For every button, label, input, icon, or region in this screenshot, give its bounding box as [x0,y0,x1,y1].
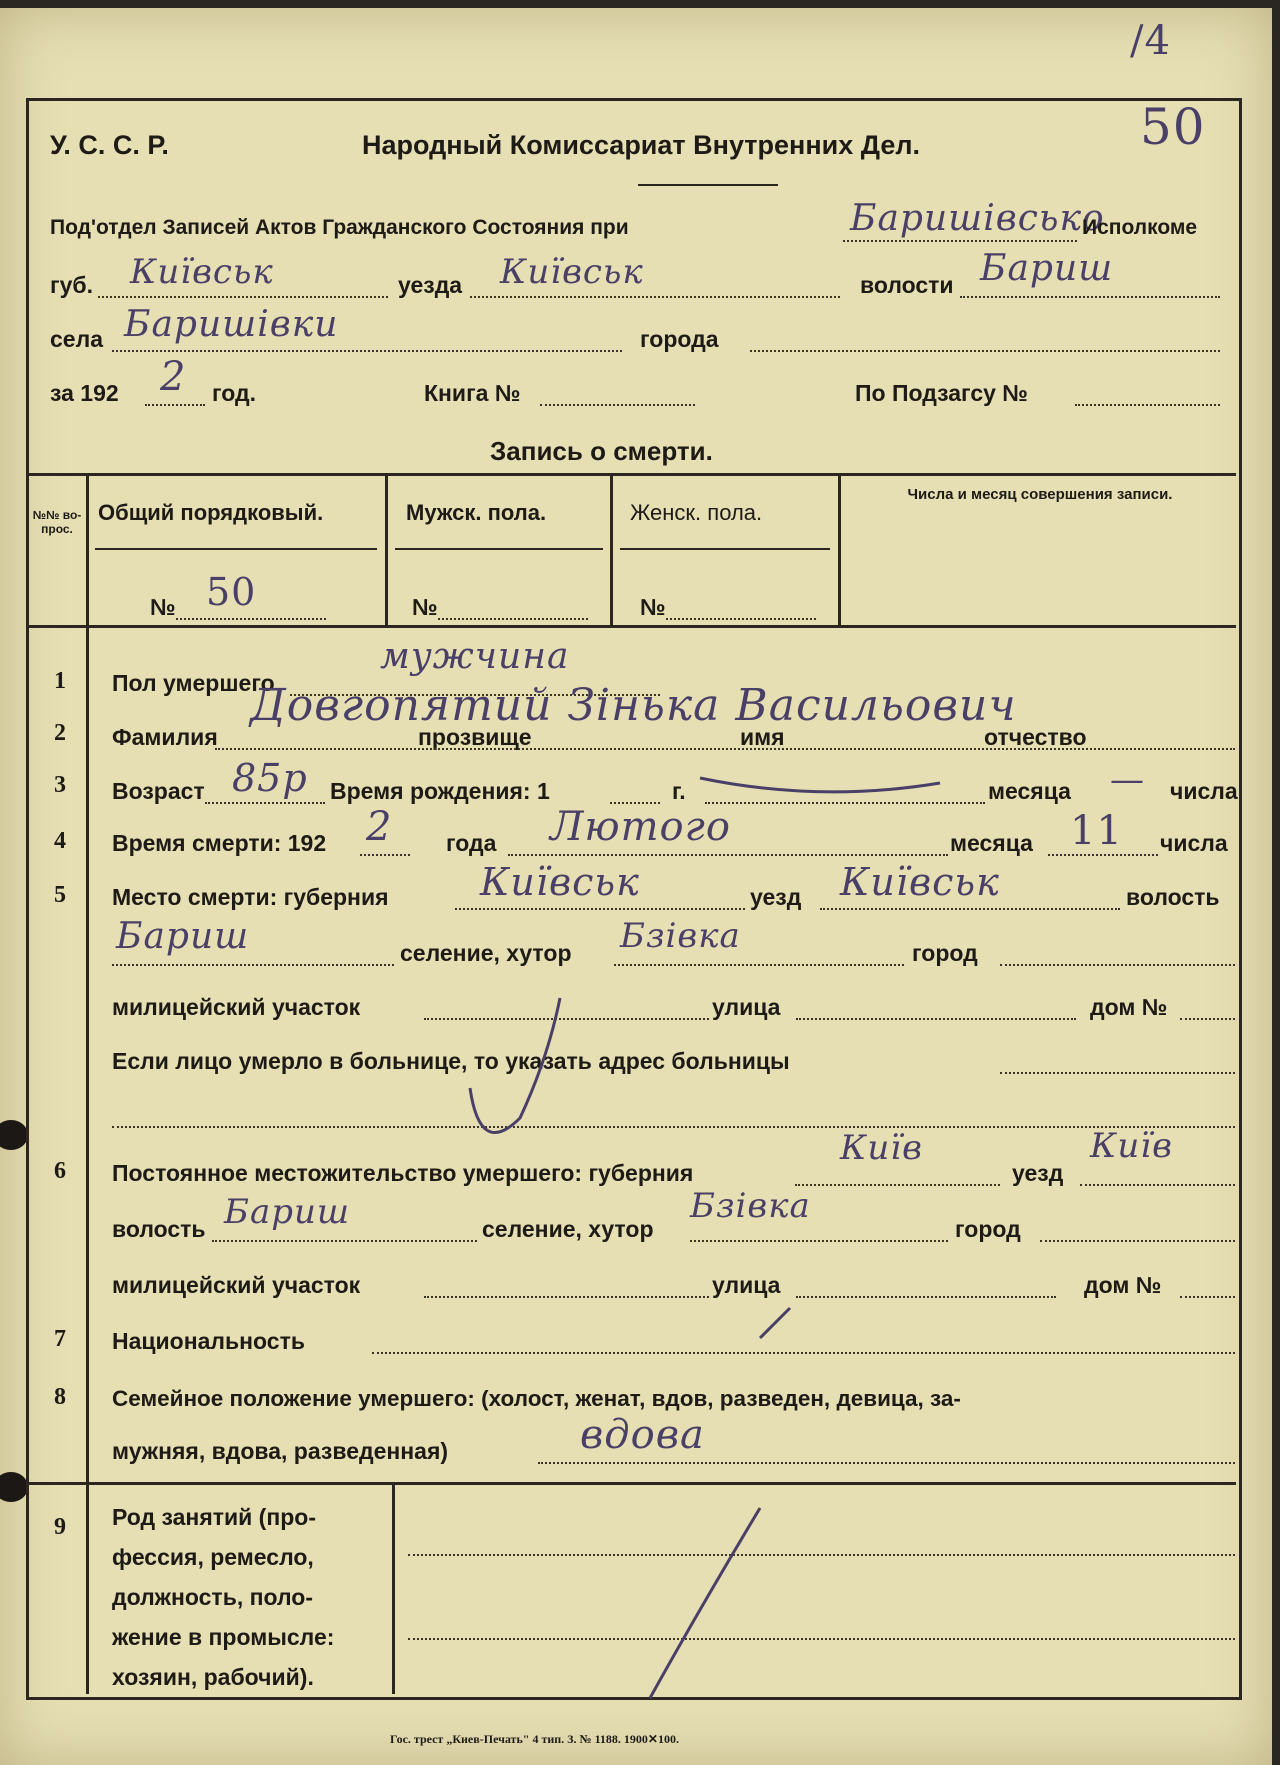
death-village-label: селение, хутор [400,940,572,966]
female-no-label: № [640,594,666,620]
selo-label: села [50,326,103,352]
residence-label: Постоянное местожительство умершего: губерния [112,1160,694,1186]
sex-label: Пол умершего [112,670,275,696]
residence-uezd-label: уезд [1012,1160,1064,1186]
selo-value: Баришівки [124,304,339,345]
volost-value: Бариш [980,248,1114,289]
death-uezd-label: уезд [750,884,802,910]
death-village-value: Бзівка [620,916,741,956]
ispolkom-label: Исполкоме [1082,216,1198,239]
death-volost-label: волость [1126,884,1220,910]
page-number-handwritten: 50 [1140,98,1206,156]
residence-village-label: селение, хутор [482,1216,654,1242]
row-number: 7 [54,1326,66,1352]
year-label: за 192 [50,380,119,406]
death-day-value: 11 [1070,808,1123,854]
row-number: 8 [54,1384,66,1410]
occupation-label-2: фессия, ремесло, [112,1544,314,1570]
residence-street-label: улица [712,1272,781,1298]
death-day-label: числа [1160,830,1228,856]
row-number: 2 [54,720,66,746]
row-number: 5 [54,882,66,908]
row-number: 6 [54,1158,66,1184]
col-general-header: Общий порядковый. [98,500,324,525]
male-no-label: № [412,594,438,620]
sex-value: мужчина [380,636,570,677]
strike-marks [0,8,1272,1765]
col-date-header: Числа и месяц совершения записи. [907,486,1173,503]
marital-label: Семейное положение умершего: (холост, женат, вдов, разведен, девица, за- [112,1386,961,1411]
residence-police-label: милицейский участок [112,1272,361,1298]
full-name-value: Довгопятий Зінька Васильович [250,680,1017,731]
birth-day-value: — [1110,760,1145,800]
year-value: 2 [160,354,187,400]
age-value: 85р [232,756,308,800]
uezd-label: уезда [398,272,463,298]
death-street-label: улица [712,994,781,1020]
birth-year-suffix: г. [672,778,686,804]
marital-label-2: мужняя, вдова, разведенная) [112,1438,449,1464]
row-number: 1 [54,668,66,694]
death-police-label: милицейский участок [112,994,361,1020]
surname-label: Фамилия [112,724,218,750]
residence-village-value: Бзівка [690,1186,811,1226]
row-number: 3 [54,772,66,798]
age-label: Возраст [112,778,205,804]
general-no-label: № [150,594,176,620]
death-house-label: дом № [1090,994,1168,1020]
row-number: 4 [54,828,66,854]
occupation-label-3: должность, поло- [112,1584,313,1610]
col-female-header: Женск. пола. [630,500,763,525]
corner-mark: /4 [1130,18,1171,64]
residence-gub-value: Київ [840,1128,923,1168]
marital-value: вдова [580,1412,705,1458]
kniga-label: Книга № [424,380,521,406]
residence-house-label: дом № [1084,1272,1162,1298]
death-place-label: Место смерти: губерния [112,884,389,910]
volost-label: волости [860,272,954,298]
death-year-label: года [446,830,497,856]
death-time-label: Время смерти: 192 [112,830,327,856]
god-label: год. [212,380,257,406]
record-title: Запись о смерти. [490,436,713,466]
republic-title: У. С. С. Р. [50,130,169,160]
residence-city-label: город [955,1216,1021,1242]
name-label: имя [740,724,785,750]
uezd-value: Київськ [500,252,644,292]
birth-label: Время рождения: 1 [330,778,550,804]
row-number: 9 [54,1514,66,1540]
hospital-label: Если лицо умерло в больнице, то указать адрес больницы [112,1048,790,1074]
residence-volost-label: волость [112,1216,206,1242]
ispolkom-value: Баришівсько [850,198,1105,239]
nationality-label: Национальность [112,1328,305,1354]
col-number-header: №№ во- прос. [32,508,82,536]
occupation-label-5: хозяин, рабочий). [112,1664,314,1690]
death-month-value: Лютого [550,804,731,850]
nickname-label: прозвище [418,724,532,750]
document-sheet [0,8,1272,1765]
col-male-header: Мужск. пола. [406,500,547,525]
death-year-value: 2 [366,804,393,850]
death-volost-value: Бариш [116,916,250,957]
residence-uezd-value: Київ [1090,1126,1173,1166]
printer-footer: Гос. трест „Киев-Печать" 4 тип. З. № 1188. 1900✕100. [390,1732,679,1746]
death-uezd-value: Київськ [840,860,1000,904]
general-no-value: 50 [206,570,257,614]
death-gub-value: Київськ [480,860,640,904]
birth-month-label: месяца [988,778,1071,804]
patronymic-label: отчество [984,724,1087,750]
gorod-label: города [640,326,719,352]
death-city-label: город [912,940,978,966]
occupation-label-1: Род занятий (про- [112,1504,316,1530]
gub-value: Київськ [130,252,274,292]
residence-volost-value: Бариш [224,1192,351,1232]
occupation-label-4: жение в промысле: [112,1624,335,1650]
death-month-label: месяца [950,830,1033,856]
subdept-label: Под'отдел Записей Актов Гражданского Состояния при [50,216,629,239]
gub-label: губ. [50,272,93,298]
commissariat-title: Народный Комиссариат Внутренних Дел. [362,130,920,160]
birth-day-label: числа [1170,778,1238,804]
podzags-label: По Подзагсу № [855,380,1028,406]
